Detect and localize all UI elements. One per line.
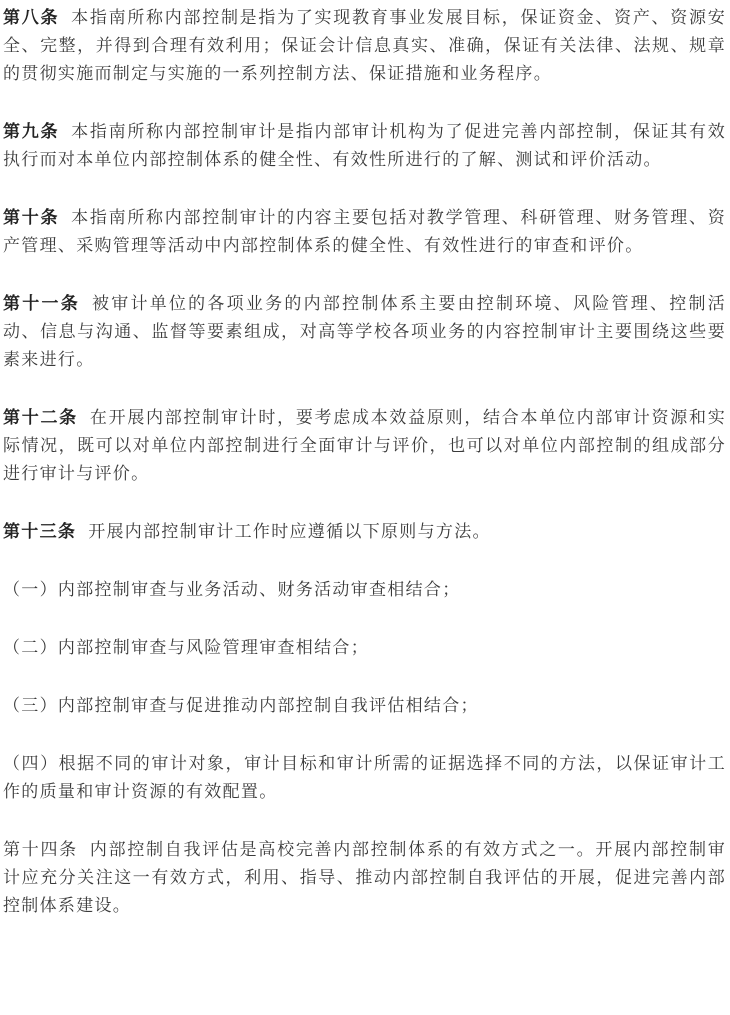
article-12 bbox=[3, 404, 726, 488]
article-10-heading: 第十条 bbox=[3, 208, 60, 228]
article-12-heading: 第十二条 bbox=[3, 408, 78, 428]
article-9-text: 本指南所称内部控制审计是指内部审计机构为了促进完善内部控制，保证其有效执行而对本单位内部控制体系的健全性、有效性所进行的了解、测试和评价活动。 bbox=[3, 122, 726, 170]
article-9 bbox=[3, 118, 726, 174]
article-9-heading: 第九条 bbox=[3, 122, 60, 142]
principle-item-3: （三）内部控制审查与促进推动内部控制自我评估相结合； bbox=[3, 696, 479, 716]
article-13-heading: 第十三条 bbox=[3, 522, 77, 542]
principle-item-2: （二）内部控制审查与风险管理审查相结合； bbox=[3, 638, 369, 658]
principle-item-4: （四）根据不同的审计对象，审计目标和审计所需的证据选择不同的方法，以保证审计工作的质量和审计资源的有效配置。 bbox=[3, 754, 726, 802]
article-13-text: 开展内部控制审计工作时应遵循以下原则与方法。 bbox=[88, 522, 491, 542]
article-8 bbox=[3, 4, 726, 88]
document-page bbox=[0, 4, 730, 1015]
article-14-text: 内部控制自我评估是高校完善内部控制体系的有效方式之一。开展内部控制审计应充分关注这一有效方式，利用、指导、推动内部控制自我评估的开展，促进完善内部控制体系建设。 bbox=[3, 840, 726, 916]
article-12-text: 在开展内部控制审计时，要考虑成本效益原则，结合本单位内部审计资源和实际情况，既可以对单位内部控制进行全面审计与评价，也可以对单位内部控制的组成部分进行审计与评价。 bbox=[3, 408, 726, 484]
principle-item-1: （一）内部控制审查与业务活动、财务活动审查相结合； bbox=[3, 580, 461, 600]
article-8-text: 本指南所称内部控制是指为了实现教育事业发展目标，保证资金、资产、资源安全、完整，并得到合理有效利用；保证会计信息真实、准确，保证有关法律、法规、规章的贯彻实施而制定与实施的一系列控制方法、保证措施和业务程序。 bbox=[3, 8, 726, 84]
article-13 bbox=[3, 518, 726, 546]
article-14-heading: 第十四条 bbox=[3, 840, 78, 860]
article-10 bbox=[3, 204, 726, 260]
article-10-text: 本指南所称内部控制审计的内容主要包括对教学管理、科研管理、财务管理、资产管理、采购管理等活动中内部控制体系的健全性、有效性进行的审查和评价。 bbox=[3, 208, 726, 256]
article-14 bbox=[3, 836, 726, 920]
article-11-text: 被审计单位的各项业务的内部控制体系主要由控制环境、风险管理、控制活动、信息与沟通、监督等要素组成，对高等学校各项业务的内容控制审计主要围绕这些要素来进行。 bbox=[3, 294, 726, 370]
article-11 bbox=[3, 290, 726, 374]
article-11-heading: 第十一条 bbox=[3, 294, 80, 314]
article-8-heading: 第八条 bbox=[3, 8, 60, 28]
